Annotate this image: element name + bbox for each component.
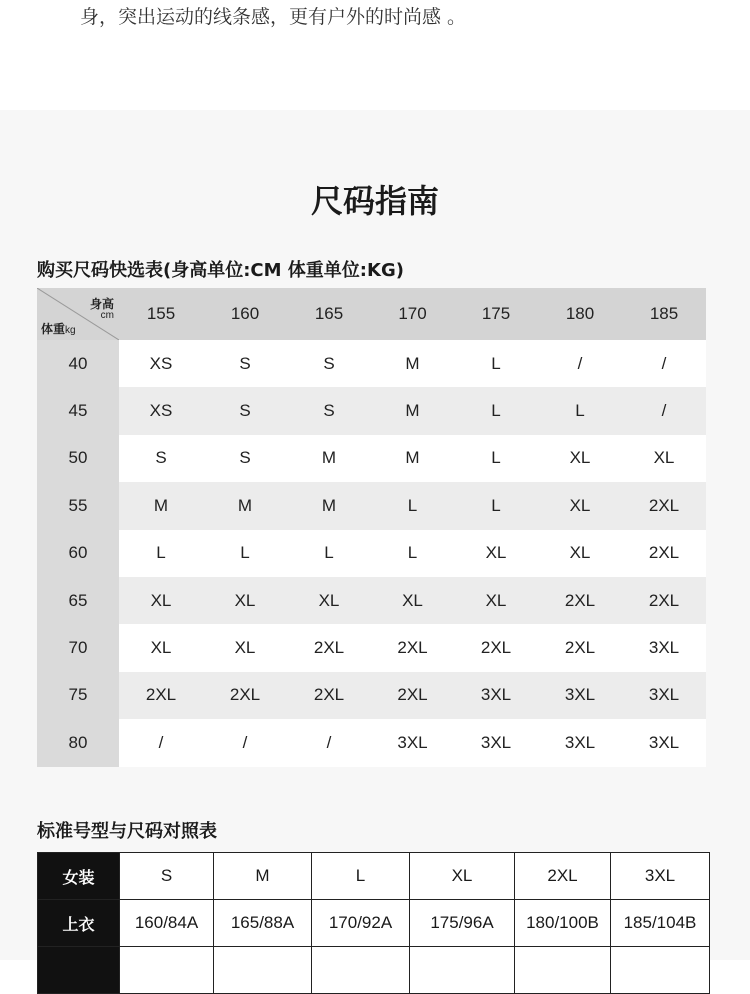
size-cell: M	[371, 340, 454, 387]
size-cell: XL	[454, 530, 538, 577]
ref-cell	[214, 947, 312, 994]
size-cell: 3XL	[538, 719, 622, 766]
ref-cell: 160/84A	[120, 900, 214, 947]
size-cell: M	[119, 482, 203, 529]
ref-cell: M	[214, 853, 312, 900]
size-cell: XL	[538, 482, 622, 529]
size-cell: XL	[454, 577, 538, 624]
size-cell: L	[371, 530, 454, 577]
size-cell: XL	[538, 530, 622, 577]
size-cell: XL	[203, 624, 287, 671]
ref-table-row	[38, 900, 710, 947]
ref-cell: L	[312, 853, 410, 900]
corner-weight-unit: kg	[65, 325, 76, 336]
weight-cell: 65	[37, 577, 119, 624]
weight-cell: 75	[37, 672, 119, 719]
size-cell: 2XL	[622, 530, 706, 577]
size-table-row	[37, 624, 706, 671]
ref-row-label: 女装	[38, 853, 120, 900]
size-cell: L	[119, 530, 203, 577]
size-table-row	[37, 482, 706, 529]
size-cell: S	[203, 340, 287, 387]
size-table-row	[37, 672, 706, 719]
size-cell: 3XL	[538, 672, 622, 719]
size-table-row	[37, 340, 706, 387]
height-header-cell: 160	[203, 288, 287, 340]
size-cell: XL	[119, 577, 203, 624]
size-table-header-row	[37, 288, 706, 340]
ref-cell	[120, 947, 214, 994]
size-cell: 2XL	[622, 577, 706, 624]
ref-cell: XL	[410, 853, 515, 900]
size-cell: M	[371, 435, 454, 482]
size-cell: S	[203, 435, 287, 482]
standard-size-table	[37, 852, 710, 994]
ref-cell	[410, 947, 515, 994]
height-header-cell: 155	[119, 288, 203, 340]
ref-cell: 2XL	[515, 853, 611, 900]
weight-cell: 70	[37, 624, 119, 671]
size-cell: L	[538, 387, 622, 434]
corner-height-label: 身高	[89, 297, 114, 311]
size-cell: 2XL	[287, 624, 371, 671]
weight-cell: 55	[37, 482, 119, 529]
ref-cell: 175/96A	[410, 900, 515, 947]
size-cell: 3XL	[454, 672, 538, 719]
size-cell: L	[454, 387, 538, 434]
intro-text: 身，突出运动的线条感，更有户外的时尚感 。	[80, 6, 467, 28]
size-cell: L	[203, 530, 287, 577]
ref-table-title: 标准号型与尺码对照表	[37, 821, 217, 842]
size-cell: 3XL	[622, 672, 706, 719]
size-cell: 2XL	[454, 624, 538, 671]
weight-cell: 60	[37, 530, 119, 577]
size-cell: L	[287, 530, 371, 577]
corner-weight-label: 体重	[41, 322, 66, 336]
size-table-row	[37, 530, 706, 577]
size-cell: XL	[622, 435, 706, 482]
size-cell: M	[371, 387, 454, 434]
ref-row-label: 上衣	[38, 900, 120, 947]
height-header-cell: 170	[371, 288, 454, 340]
weight-cell: 40	[37, 340, 119, 387]
size-cell: S	[287, 340, 371, 387]
size-quick-table	[37, 288, 706, 767]
height-header-cell: 175	[454, 288, 538, 340]
guide-title: 尺码指南	[310, 182, 439, 220]
weight-cell: 45	[37, 387, 119, 434]
ref-cell: 3XL	[611, 853, 710, 900]
size-cell: /	[287, 719, 371, 766]
size-cell: XL	[203, 577, 287, 624]
ref-cell: 165/88A	[214, 900, 312, 947]
size-cell: XS	[119, 387, 203, 434]
size-cell: 3XL	[622, 719, 706, 766]
size-cell: S	[203, 387, 287, 434]
size-cell: /	[622, 340, 706, 387]
size-cell: XL	[119, 624, 203, 671]
size-cell: XS	[119, 340, 203, 387]
size-cell: 2XL	[371, 624, 454, 671]
weight-cell: 50	[37, 435, 119, 482]
size-cell: M	[287, 435, 371, 482]
size-table-row	[37, 719, 706, 766]
ref-table-row	[38, 853, 710, 900]
ref-cell	[312, 947, 410, 994]
corner-weight	[41, 320, 76, 337]
size-cell: 3XL	[454, 719, 538, 766]
size-cell: M	[203, 482, 287, 529]
height-header-cell: 180	[538, 288, 622, 340]
size-cell: L	[454, 340, 538, 387]
size-cell: /	[622, 387, 706, 434]
ref-row-label	[38, 947, 120, 994]
quick-table-title: 购买尺码快选表(身高单位:CM 体重单位:KG)	[37, 260, 404, 281]
ref-cell	[515, 947, 611, 994]
corner-height-unit: cm	[100, 310, 114, 321]
size-table-row	[37, 387, 706, 434]
ref-cell: 185/104B	[611, 900, 710, 947]
ref-cell: S	[120, 853, 214, 900]
size-cell: L	[454, 435, 538, 482]
size-cell: 2XL	[622, 482, 706, 529]
size-cell: XL	[287, 577, 371, 624]
ref-cell	[611, 947, 710, 994]
size-table-row	[37, 577, 706, 624]
size-cell: 2XL	[371, 672, 454, 719]
size-cell: 3XL	[622, 624, 706, 671]
size-cell: S	[287, 387, 371, 434]
table-corner-cell	[37, 288, 119, 340]
size-cell: 2XL	[538, 624, 622, 671]
ref-cell: 180/100B	[515, 900, 611, 947]
size-cell: 2XL	[287, 672, 371, 719]
size-cell: /	[203, 719, 287, 766]
intro-section	[0, 0, 750, 110]
size-cell: 3XL	[371, 719, 454, 766]
size-cell: 2XL	[119, 672, 203, 719]
size-cell: S	[119, 435, 203, 482]
size-cell: L	[371, 482, 454, 529]
size-cell: /	[119, 719, 203, 766]
ref-cell: 170/92A	[312, 900, 410, 947]
size-table-row	[37, 435, 706, 482]
height-header-cell: 165	[287, 288, 371, 340]
height-header-cell: 185	[622, 288, 706, 340]
size-cell: M	[287, 482, 371, 529]
size-cell: XL	[371, 577, 454, 624]
ref-table-row	[38, 947, 710, 994]
size-cell: XL	[538, 435, 622, 482]
weight-cell: 80	[37, 719, 119, 766]
size-cell: /	[538, 340, 622, 387]
size-cell: 2XL	[203, 672, 287, 719]
size-cell: L	[454, 482, 538, 529]
size-cell: 2XL	[538, 577, 622, 624]
